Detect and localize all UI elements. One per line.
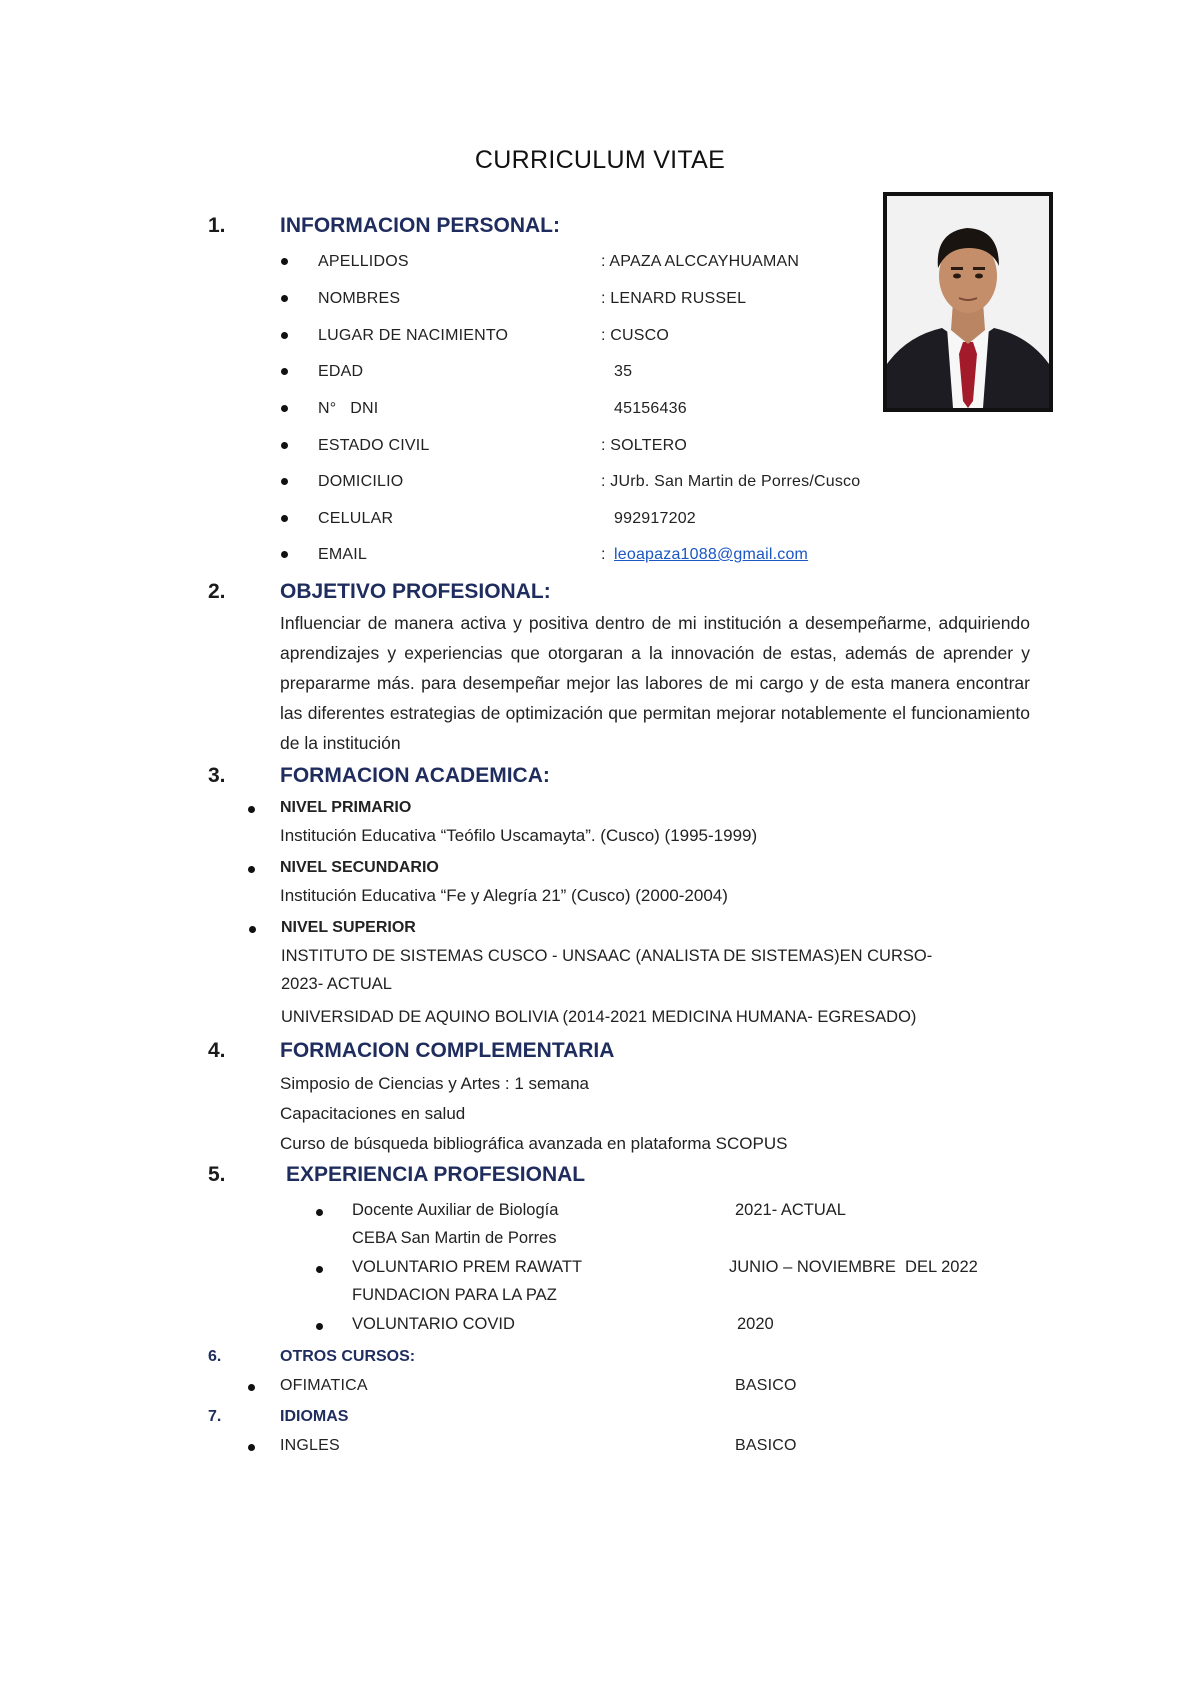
bullet-icon — [316, 1323, 323, 1330]
education-entry: Institución Educativa “Teófilo Uscamayta”. (Cusco) (1995-1999) — [280, 826, 758, 845]
bullet-icon — [281, 515, 288, 522]
education-level-title: NIVEL SECUNDARIO — [280, 859, 439, 876]
education-entry: UNIVERSIDAD DE AQUINO BOLIVIA (2014-2021 MEDICINA HUMANA- EGRESADO) — [281, 1008, 917, 1026]
section-heading-personal: INFORMACION PERSONAL: — [280, 214, 560, 237]
course-level: BASICO — [735, 1377, 797, 1394]
field-label: APELLIDOS — [318, 253, 409, 270]
email-link[interactable]: leoapaza1088@gmail.com — [614, 546, 809, 563]
field-value: 35 — [614, 363, 633, 380]
experience-title: VOLUNTARIO COVID — [352, 1315, 515, 1333]
bullet-icon — [281, 551, 288, 558]
bullet-icon — [281, 258, 288, 265]
section-number: 4. — [208, 1039, 226, 1062]
section-heading-academic: FORMACION ACADEMICA: — [280, 764, 550, 787]
experience-subtitle: FUNDACION PARA LA PAZ — [352, 1286, 557, 1304]
course-name: OFIMATICA — [280, 1377, 368, 1394]
bullet-icon — [281, 332, 288, 339]
education-entry: 2023- ACTUAL — [281, 975, 392, 993]
bullet-icon — [316, 1266, 323, 1273]
section-number: 7. — [208, 1408, 222, 1425]
field-label: EDAD — [318, 363, 364, 380]
field-value: : LENARD RUSSEL — [601, 290, 747, 307]
section-number: 2. — [208, 580, 226, 603]
bullet-icon — [248, 1384, 255, 1391]
portrait-image — [887, 196, 1049, 408]
document-title: CURRICULUM VITAE — [474, 146, 726, 174]
field-label: NOMBRES — [318, 290, 401, 307]
education-level-title: NIVEL SUPERIOR — [281, 919, 416, 936]
language-level: BASICO — [735, 1437, 797, 1454]
section-number: 3. — [208, 764, 226, 787]
education-entry: INSTITUTO DE SISTEMAS CUSCO - UNSAAC (ANALISTA DE SISTEMAS)EN CURSO- — [281, 947, 933, 965]
field-value: 992917202 — [614, 510, 696, 527]
experience-title: VOLUNTARIO PREM RAWATT — [352, 1258, 583, 1276]
section-heading-objective: OBJETIVO PROFESIONAL: — [280, 580, 551, 603]
section-number: 5. — [208, 1163, 226, 1186]
field-value: : SOLTERO — [601, 437, 687, 454]
education-entry: Institución Educativa “Fe y Alegría 21” (Cusco) (2000-2004) — [280, 886, 728, 905]
complementary-item: Simposio de Ciencias y Artes : 1 semana — [280, 1074, 589, 1093]
complementary-item: Capacitaciones en salud — [280, 1104, 466, 1123]
complementary-item: Curso de búsqueda bibliográfica avanzada en plataforma SCOPUS — [280, 1134, 788, 1153]
bullet-icon — [316, 1209, 323, 1216]
experience-subtitle: CEBA San Martin de Porres — [352, 1229, 557, 1247]
bullet-icon — [281, 442, 288, 449]
field-label: CELULAR — [318, 510, 394, 527]
experience-date: 2020 — [737, 1315, 774, 1333]
field-value: : CUSCO — [601, 327, 670, 344]
bullet-icon — [281, 295, 288, 302]
field-label: LUGAR DE NACIMIENTO — [318, 327, 509, 344]
bullet-icon — [248, 866, 255, 873]
bullet-icon — [281, 478, 288, 485]
education-level-title: NIVEL PRIMARIO — [280, 799, 412, 816]
section-heading-courses: OTROS CURSOS: — [280, 1348, 416, 1365]
bullet-icon — [248, 806, 255, 813]
field-value: : JUrb. San Martin de Porres/Cusco — [601, 473, 861, 490]
language-name: INGLES — [280, 1437, 340, 1454]
section-number: 6. — [208, 1348, 222, 1365]
experience-title: Docente Auxiliar de Biología — [352, 1201, 559, 1219]
section-heading-complementary: FORMACION COMPLEMENTARIA — [280, 1039, 615, 1062]
bullet-icon — [281, 368, 288, 375]
field-label: ESTADO CIVIL — [318, 437, 430, 454]
section-number: 1. — [208, 214, 226, 237]
field-value: : APAZA ALCCAYHUAMAN — [601, 253, 800, 270]
field-colon: : — [601, 546, 611, 563]
objective-text: Influenciar de manera activa y positiva dentro de mi institución a desempeñarme, adquiriendo aprendizajes y experiencias que otorgaran a la innovación de estas, además de aprender y prepararme más. para desempeñar mejor las labores de mi cargo y de esta manera encontrar las diferentes estrategias de optimización que permitan mejorar notablemente el funcionamiento de la institución — [280, 613, 1030, 753]
field-label: EMAIL — [318, 546, 368, 563]
field-label: N° DNI — [318, 400, 379, 417]
experience-date: 2021- ACTUAL — [735, 1201, 846, 1219]
field-label: DOMICILIO — [318, 473, 404, 490]
bullet-icon — [281, 405, 288, 412]
experience-date: JUNIO – NOVIEMBRE DEL 2022 — [729, 1258, 978, 1276]
section-heading-languages: IDIOMAS — [280, 1408, 349, 1425]
section-heading-experience: EXPERIENCIA PROFESIONAL — [286, 1163, 586, 1186]
field-value: 45156436 — [614, 400, 687, 417]
profile-photo — [883, 192, 1053, 412]
bullet-icon — [248, 1444, 255, 1451]
bullet-icon — [249, 926, 256, 933]
